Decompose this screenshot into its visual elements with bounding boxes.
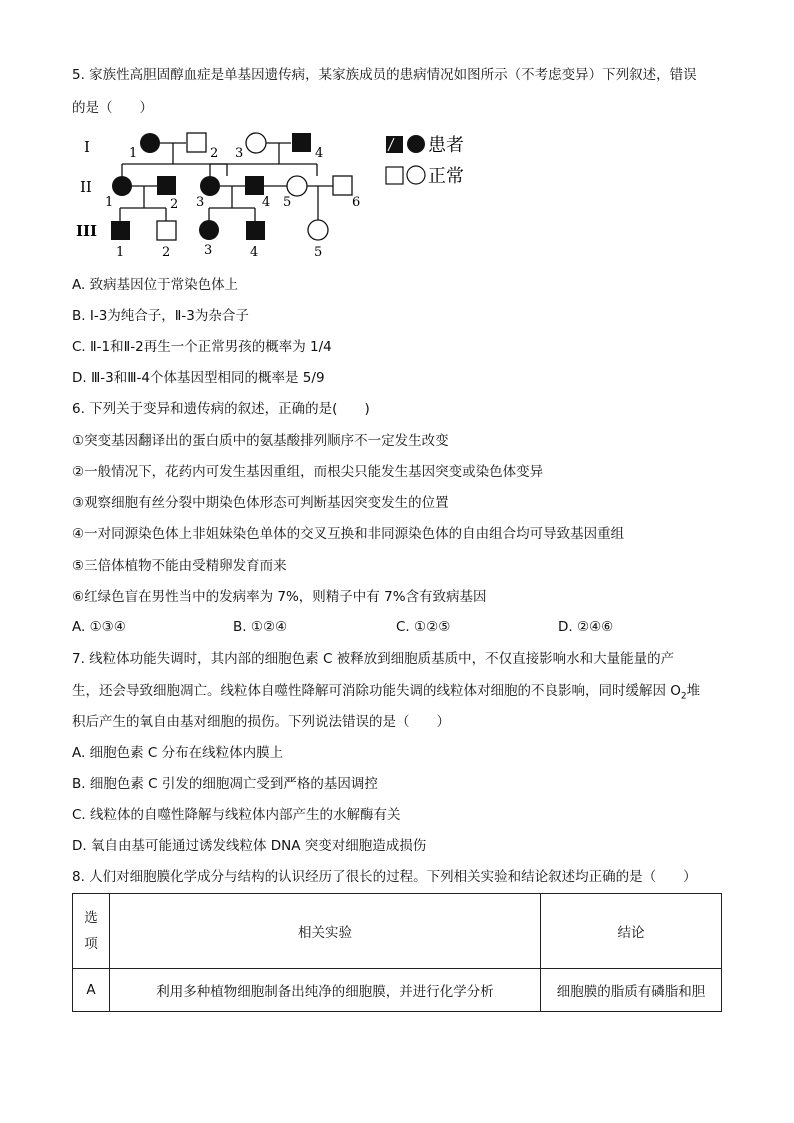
svg-text:4: 4	[315, 146, 324, 161]
q5-stem-line2: 的是（ ）	[72, 100, 153, 116]
svg-text:6: 6	[352, 195, 361, 210]
generation-label-2: II	[80, 178, 92, 196]
q6-item-2: ②一般情况下，花药内可发生基因重组，而根尖只能发生基因突变或染色体变异	[72, 464, 544, 480]
svg-text:3: 3	[235, 146, 244, 161]
gen3-5-normal-female	[308, 220, 328, 240]
gen3-3-affected-female	[199, 220, 219, 240]
q6-option-c: C. ①②⑤	[396, 619, 451, 635]
q7-option-a: A. 细胞色素 C 分布在线粒体内膜上	[72, 745, 284, 761]
svg-text:1: 1	[105, 195, 114, 210]
row-conclusion: 细胞膜的脂质有磷脂和胆	[541, 969, 722, 1012]
q6-option-b: B. ①②④	[233, 619, 288, 635]
q6-item-3: ③观察细胞有丝分裂中期染色体形态可判断基因突变发生的位置	[72, 495, 449, 511]
legend-normal-female-icon	[407, 166, 425, 184]
svg-text:2: 2	[170, 197, 179, 212]
table-header-row	[73, 894, 722, 969]
q6-item-4: ④一对同源染色体上非姐妹染色单体的交叉互换和非同源染色体的自由组合均可导致基因重组	[72, 526, 625, 542]
q7-option-c: C. 线粒体的自噬性降解与线粒体内部产生的水解酶有关	[72, 807, 401, 823]
header-conclusion: 结论	[541, 894, 722, 969]
svg-text:1: 1	[129, 146, 138, 161]
gen1-3-normal-female	[246, 133, 266, 153]
q5-option-b: B. Ⅰ-3为纯合子，Ⅱ-3为杂合子	[72, 308, 249, 324]
q6-option-a: A. ①③④	[72, 619, 126, 635]
svg-text:3: 3	[204, 243, 213, 258]
svg-text:5: 5	[283, 195, 292, 210]
q6-item-1: ①突变基因翻译出的蛋白质中的氨基酸排列顺序不一定发生改变	[72, 433, 449, 449]
gen2-4-affected-male	[245, 176, 264, 195]
header-option: 选 项	[73, 894, 110, 969]
gen3-1-affected-male	[111, 221, 130, 240]
pedigree-chart	[72, 124, 492, 264]
legend-normal-label: 正常	[428, 166, 464, 187]
svg-text:3: 3	[196, 195, 205, 210]
q5-option-d: D. Ⅲ-3和Ⅲ-4个体基因型相同的概率是 5/9	[72, 370, 325, 386]
q7-stem-line3: 积后产生的氧自由基对细胞的损伤。下列说法错误的是（ ）	[72, 714, 450, 730]
gen1-4-affected-male	[292, 133, 311, 152]
generation-label-3: III	[76, 222, 98, 240]
generation-label-1: I	[84, 138, 90, 156]
q7-option-b: B. 细胞色素 C 引发的细胞凋亡受到严格的基因调控	[72, 776, 378, 792]
q8-table	[72, 893, 722, 1012]
row-option: A	[73, 969, 110, 1012]
gen2-6-normal-male	[333, 176, 352, 195]
q6-stem: 6. 下列关于变异和遗传病的叙述，正确的是( )	[72, 401, 370, 417]
gen3-4-affected-male	[246, 221, 265, 240]
gen2-1-affected-female	[112, 176, 132, 196]
gen2-2-affected-male	[157, 176, 176, 195]
q6-item-6: ⑥红绿色盲在男性当中的发病率为 7%，则精子中有 7%含有致病基因	[72, 589, 487, 605]
legend-affected-female-icon	[407, 135, 425, 153]
svg-text:1: 1	[116, 245, 125, 260]
legend-normal-male-icon	[386, 167, 403, 184]
svg-text:5: 5	[314, 245, 323, 260]
gen1-1-affected-female	[140, 133, 160, 153]
q5-option-a: A. 致病基因位于常染色体上	[72, 277, 239, 293]
q7-stem-line1: 7. 线粒体功能失调时，其内部的细胞色素 C 被释放到细胞质基质中，不仅直接影响水和大量能量的产	[72, 651, 675, 667]
q5-option-c: C. Ⅱ-1和Ⅱ-2再生一个正常男孩的概率为 1/4	[72, 339, 332, 355]
gen2-5-normal-female	[287, 176, 307, 196]
svg-text:4: 4	[262, 195, 271, 210]
q7-stem-line2: 生，还会导致细胞凋亡。线粒体自噬性降解可消除功能失调的线粒体对细胞的不良影响，同时缓解因 $O_2$堆	[72, 683, 701, 702]
header-experiment: 相关实验	[110, 894, 541, 969]
q7-option-d: D. 氧自由基可能通过诱发线粒体 DNA 突变对细胞造成损伤	[72, 838, 427, 854]
gen3-2-normal-male	[157, 221, 176, 240]
row-experiment: 利用多种植物细胞制备出纯净的细胞膜，并进行化学分析	[110, 969, 541, 1012]
svg-text:2: 2	[162, 245, 171, 260]
q8-stem: 8. 人们对细胞膜化学成分与结构的认识经历了很长的过程。下列相关实验和结论叙述均正确的是（ ）	[72, 869, 697, 885]
gen1-2-normal-male	[187, 133, 206, 152]
gen2-3-affected-female	[200, 176, 220, 196]
legend-affected-label: 患者	[428, 135, 464, 156]
q6-item-5: ⑤三倍体植物不能由受精卵发育而来	[72, 558, 287, 574]
table-row	[73, 969, 722, 1012]
q5-stem-line1: 5. 家族性高胆固醇血症是单基因遗传病，某家族成员的患病情况如图所示（不考虑变异）下列叙述，错误	[72, 67, 697, 83]
svg-text:4: 4	[250, 245, 259, 260]
q6-option-d: D. ②④⑥	[558, 619, 614, 635]
svg-text:2: 2	[210, 146, 219, 161]
